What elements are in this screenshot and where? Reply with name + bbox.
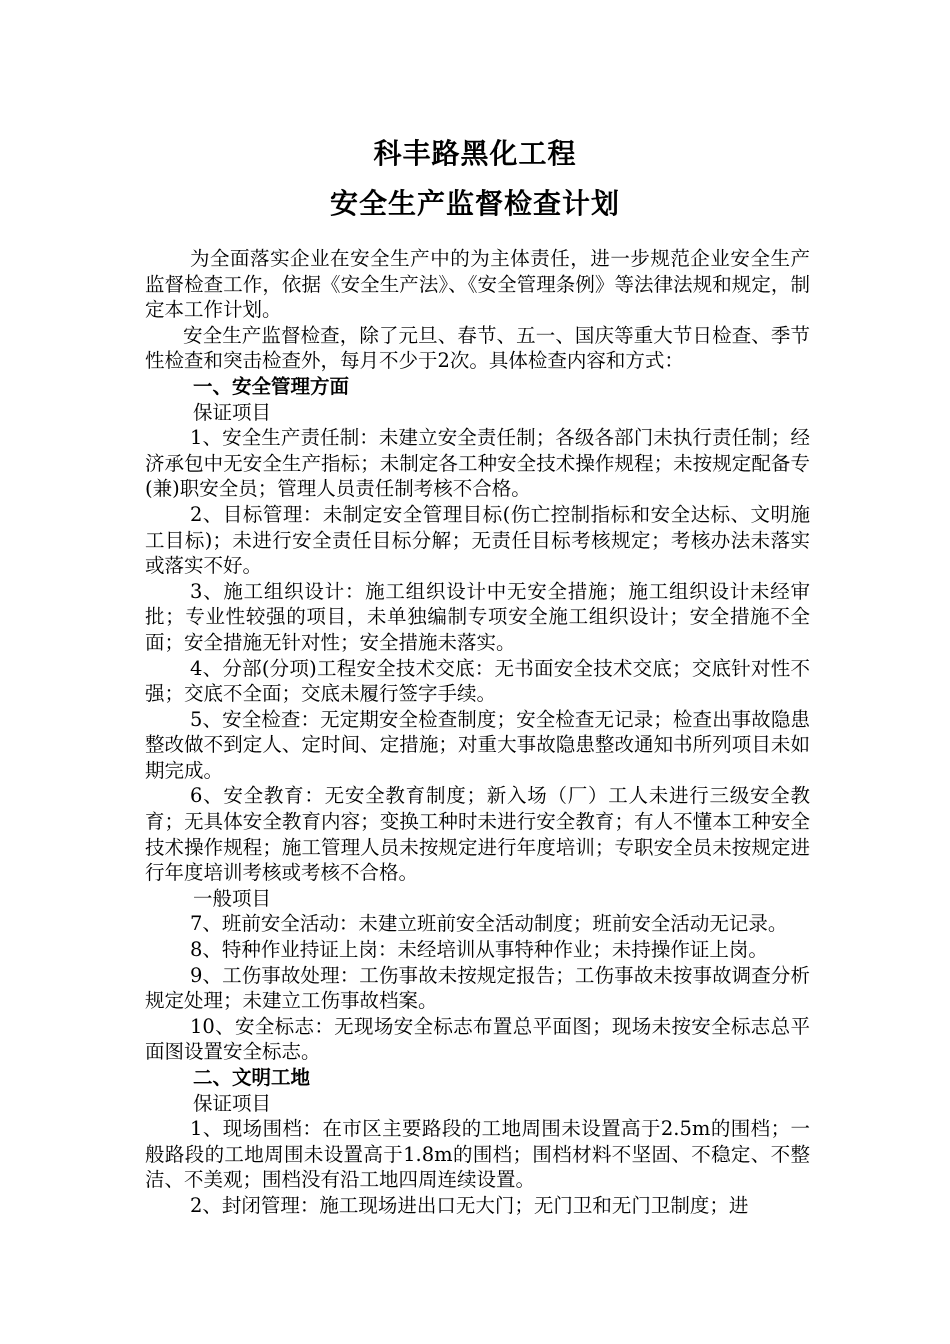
document-subtitle: 安全生产监督检查计划 bbox=[329, 187, 620, 220]
paragraph: 安全生产监督检查，除了元旦、春节、五一、国庆等重大节日检查、季节性检查和突击检查外，每月不少于2次。具体检查内容和方式： bbox=[145, 323, 810, 373]
paragraph: 为全面落实企业在安全生产中的为主体责任，进一步规范企业安全生产监督检查工作，依据《安全生产法》、《安全管理条例》等法律法规和规定，制定本工作计划。 bbox=[145, 247, 810, 322]
paragraph: 7、班前安全活动：未建立班前安全活动制度；班前安全活动无记录。 bbox=[190, 912, 788, 936]
paragraph: 1、安全生产责任制：未建立安全责任制；各级各部门未执行责任制；经济承包中无安全生产指标；未制定各工种安全技术操作规程；未按规定配备专(兼)职安全员；管理人员责任制考核不合格。 bbox=[145, 426, 810, 501]
paragraph: 10、安全标志：无现场安全标志布置总平面图；现场未按安全标志总平面图设置安全标志。 bbox=[145, 1014, 810, 1064]
paragraph: 2、封闭管理：施工现场进出口无大门；无门卫和无门卫制度；进 bbox=[190, 1193, 749, 1217]
section-heading: 一、安全管理方面 bbox=[193, 374, 350, 398]
paragraph: 5、安全检查：无定期安全检查制度；安全检查无记录；检查出事故隐患整改做不到定人、定时间、定措施；对重大事故隐患整改通知书所列项目未如期完成。 bbox=[145, 707, 810, 782]
paragraph: 6、安全教育：无安全教育制度；新入场（厂）工人未进行三级安全教育；无具体安全教育内容；变换工种时未进行安全教育；有人不懂本工种安全技术操作规程；施工管理人员未按规定进行年度培训；专职安全员未按规定进行年度培训考核或考核不合格。 bbox=[145, 784, 810, 885]
section-heading: 二、文明工地 bbox=[193, 1066, 311, 1089]
subsection-label: 保证项目 bbox=[193, 1091, 272, 1115]
paragraph: 4、分部(分项)工程安全技术交底：无书面安全技术交底；交底针对性不强；交底不全面；交底未履行签字手续。 bbox=[145, 656, 810, 706]
subsection-label: 保证项目 bbox=[193, 400, 272, 424]
document-body bbox=[145, 246, 810, 1219]
paragraph: 8、特种作业持证上岗：未经培训从事特种作业；未持操作证上岗。 bbox=[190, 938, 768, 962]
paragraph: 3、施工组织设计：施工组织设计中无安全措施；施工组织设计未经审批；专业性较强的项目，未单独编制专项安全施工组织设计；安全措施不全面；安全措施无针对性；安全措施未落实。 bbox=[145, 579, 810, 654]
paragraph: 1、现场围档：在市区主要路段的工地周围未设置高于2.5m的围档；一般路段的工地周围未设置高于1.8m的围档；围档材料不坚固、不稳定、不整洁、不美观；围档没有沿工地四周连续设置。 bbox=[145, 1117, 810, 1192]
document-title: 科丰路黑化工程 bbox=[373, 137, 577, 170]
paragraph: 2、目标管理：未制定安全管理目标(伤亡控制指标和安全达标、文明施工目标)；未进行安全责任目标分解；无责任目标考核规定；考核办法未落实或落实不好。 bbox=[145, 502, 810, 578]
paragraph: 9、工伤事故处理：工伤事故未按规定报告；工伤事故未按事故调查分析规定处理；未建立工伤事故档案。 bbox=[145, 963, 810, 1013]
subsection-label: 一般项目 bbox=[193, 886, 272, 910]
